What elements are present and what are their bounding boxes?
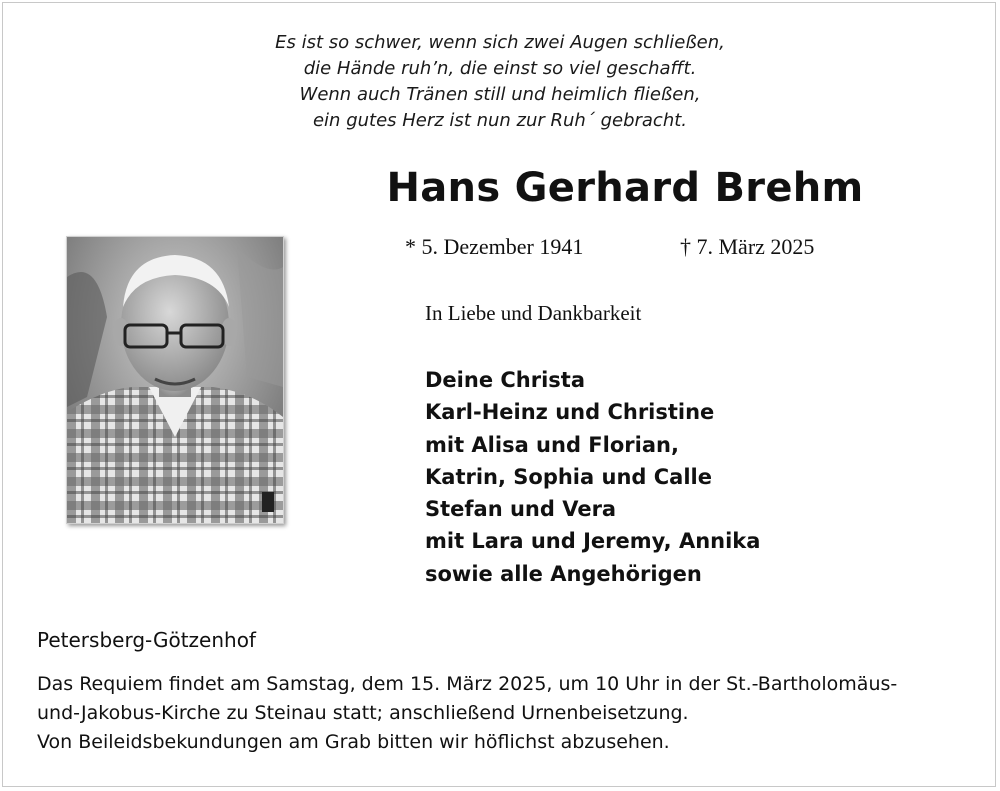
poem-line: die Hände ruh’n, die einst so viel geschafft. <box>303 58 697 79</box>
dedication: In Liebe und Dankbarkeit <box>425 301 642 325</box>
death-date: † 7. März 2025 <box>680 234 815 259</box>
portrait-illustration <box>67 237 283 523</box>
requiem-line: und-Jakobus-Kirche zu Steinau statt; anschließend Urnenbeisetzung. <box>37 702 689 724</box>
mourner-line: Stefan und Vera <box>425 497 617 522</box>
service-info <box>37 670 977 757</box>
birth-date: * 5. Dezember 1941 <box>405 234 584 259</box>
requiem-line: Das Requiem findet am Samstag, dem 15. März 2025, um 10 Uhr in der St.-Bartholomäus- <box>37 673 898 695</box>
place-name: Petersberg-Götzenhof <box>37 628 256 652</box>
mourner-line: Katrin, Sophia und Calle <box>425 464 712 489</box>
deceased-name: Hans Gerhard Brehm <box>386 165 864 211</box>
condolence-note: Von Beileidsbekundungen am Grab bitten wir höflichst abzusehen. <box>37 731 670 753</box>
mourner-line: Deine Christa <box>425 368 586 392</box>
mourner-line: mit Lara und Jeremy, Annika <box>425 529 761 554</box>
poem-line: ein gutes Herz ist nun zur Ruh´ gebracht. <box>312 110 688 131</box>
poem <box>200 30 800 134</box>
mourners-list <box>425 364 760 590</box>
mourner-line: Karl-Heinz und Christine <box>425 400 715 425</box>
mourner-line: mit Alisa und Florian, <box>425 432 679 457</box>
portrait-photo <box>66 236 284 524</box>
poem-line: Wenn auch Tränen still und heimlich fließen, <box>299 84 701 105</box>
mourner-line: sowie alle Angehörigen <box>425 561 702 586</box>
poem-line: Es ist so schwer, wenn sich zwei Augen schließen, <box>275 32 725 53</box>
